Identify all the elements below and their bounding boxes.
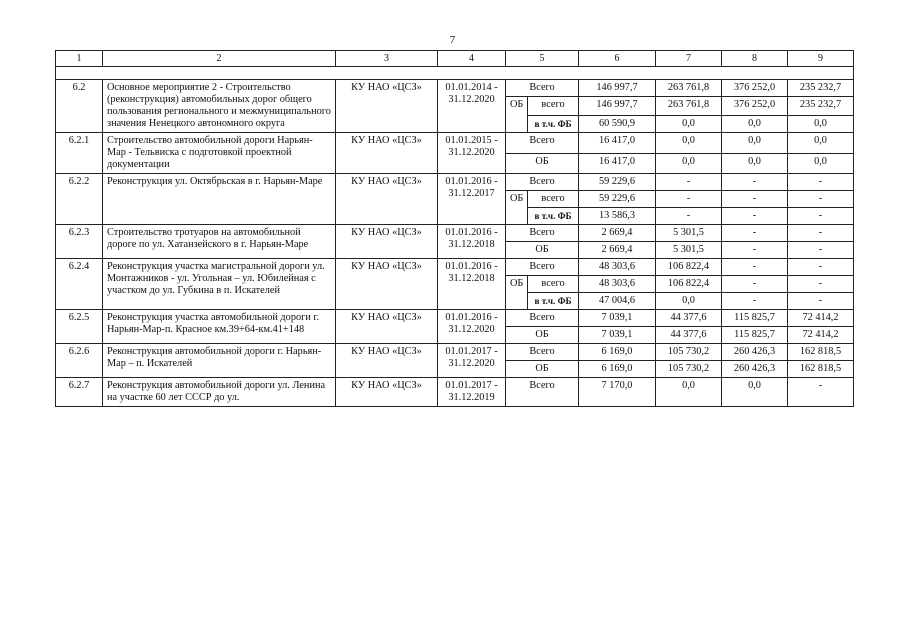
table-row — [56, 133, 854, 154]
item-period: 01.01.2016 - 31.12.2018 — [438, 225, 506, 259]
value-cell: 235 232,7 — [788, 80, 854, 97]
value-cell: 48 303,6 — [579, 259, 656, 276]
value-cell: 16 417,0 — [579, 133, 656, 154]
value-cell: - — [722, 293, 788, 310]
item-period: 01.01.2014 - 31.12.2020 — [438, 80, 506, 133]
value-cell: 105 730,2 — [656, 344, 722, 361]
value-cell: 0,0 — [722, 378, 788, 407]
value-cell: - — [788, 378, 854, 407]
source-ob: ОБ — [506, 97, 528, 133]
col-header: 7 — [656, 51, 722, 67]
value-cell: - — [788, 225, 854, 242]
value-cell: 44 377,6 — [656, 310, 722, 327]
source-total: Всего — [506, 174, 579, 191]
page-number: 7 — [449, 34, 456, 46]
item-executor: КУ НАО «ЦСЗ» — [336, 174, 438, 225]
source-vsego: всего — [528, 276, 579, 293]
spacer-row — [56, 67, 854, 80]
value-cell: 5 301,5 — [656, 242, 722, 259]
value-cell: 115 825,7 — [722, 327, 788, 344]
value-cell: 7 170,0 — [579, 378, 656, 407]
item-period: 01.01.2016 - 31.12.2018 — [438, 259, 506, 310]
value-cell: 115 825,7 — [722, 310, 788, 327]
table-row — [56, 259, 854, 276]
item-executor: КУ НАО «ЦСЗ» — [336, 80, 438, 133]
item-executor: КУ НАО «ЦСЗ» — [336, 259, 438, 310]
item-period: 01.01.2016 - 31.12.2020 — [438, 310, 506, 344]
value-cell: - — [722, 259, 788, 276]
source-total: Всего — [506, 259, 579, 276]
source-total: Всего — [506, 133, 579, 154]
value-cell: 0,0 — [656, 378, 722, 407]
value-cell: 0,0 — [788, 153, 854, 174]
value-cell: 72 414,2 — [788, 310, 854, 327]
item-period: 01.01.2017 - 31.12.2019 — [438, 378, 506, 407]
col-header: 3 — [336, 51, 438, 67]
value-cell: 0,0 — [722, 133, 788, 154]
item-number: 6.2.6 — [56, 344, 103, 378]
col-header: 2 — [103, 51, 336, 67]
item-number: 6.2.1 — [56, 133, 103, 174]
value-cell: 7 039,1 — [579, 327, 656, 344]
value-cell: 6 169,0 — [579, 344, 656, 361]
value-cell: - — [722, 242, 788, 259]
value-cell: 47 004,6 — [579, 293, 656, 310]
source-fb: в т.ч. ФБ — [528, 293, 579, 310]
col-header: 5 — [506, 51, 579, 67]
value-cell: - — [788, 191, 854, 208]
value-cell: - — [788, 174, 854, 191]
item-name: Реконструкция автомобильной дороги ул. Ленина на участке 60 лет СССР до ул. — [103, 378, 336, 407]
source-fb: в т.ч. ФБ — [528, 208, 579, 225]
value-cell: - — [788, 242, 854, 259]
item-name: Реконструкция автомобильной дороги г. Нарьян-Мар – п. Искателей — [103, 344, 336, 378]
value-cell: 72 414,2 — [788, 327, 854, 344]
value-cell: 16 417,0 — [579, 153, 656, 174]
item-name: Реконструкция участка магистральной дороги ул. Монтажников - ул. Угольная – ул. Юбилейная с участком до ул. Губкина в п. Искателей — [103, 259, 336, 310]
table-row — [56, 80, 854, 97]
value-cell: - — [788, 293, 854, 310]
value-cell: 0,0 — [722, 116, 788, 133]
value-cell: - — [722, 174, 788, 191]
value-cell: 0,0 — [656, 133, 722, 154]
value-cell: 105 730,2 — [656, 361, 722, 378]
value-cell: - — [656, 174, 722, 191]
table-row — [56, 174, 854, 191]
value-cell: 0,0 — [656, 293, 722, 310]
source-total: Всего — [506, 378, 579, 407]
col-header: 6 — [579, 51, 656, 67]
value-cell: 162 818,5 — [788, 361, 854, 378]
source-ob: ОБ — [506, 276, 528, 310]
value-cell: 7 039,1 — [579, 310, 656, 327]
col-header: 1 — [56, 51, 103, 67]
item-period: 01.01.2017 - 31.12.2020 — [438, 344, 506, 378]
value-cell: 260 426,3 — [722, 344, 788, 361]
value-cell: - — [788, 208, 854, 225]
source-ob: ОБ — [506, 327, 579, 344]
source-total: Всего — [506, 310, 579, 327]
source-vsego: всего — [528, 191, 579, 208]
value-cell: - — [788, 276, 854, 293]
table-row — [56, 310, 854, 327]
value-cell: 2 669,4 — [579, 225, 656, 242]
source-ob: ОБ — [506, 361, 579, 378]
value-cell: 59 229,6 — [579, 174, 656, 191]
value-cell: - — [722, 208, 788, 225]
value-cell: 13 586,3 — [579, 208, 656, 225]
value-cell: - — [656, 208, 722, 225]
item-period: 01.01.2015 - 31.12.2020 — [438, 133, 506, 174]
value-cell: 0,0 — [656, 116, 722, 133]
value-cell: - — [722, 276, 788, 293]
source-ob: ОБ — [506, 191, 528, 225]
value-cell: 376 252,0 — [722, 80, 788, 97]
item-executor: КУ НАО «ЦСЗ» — [336, 225, 438, 259]
item-executor: КУ НАО «ЦСЗ» — [336, 310, 438, 344]
value-cell: 106 822,4 — [656, 276, 722, 293]
item-executor: КУ НАО «ЦСЗ» — [336, 378, 438, 407]
value-cell: 0,0 — [788, 133, 854, 154]
item-number: 6.2.2 — [56, 174, 103, 225]
value-cell: 263 761,8 — [656, 97, 722, 116]
item-name: Строительство автомобильной дороги Нарьян-Мар - Тельвиска с подготовкой проектной документации — [103, 133, 336, 174]
item-name: Реконструкция ул. Октябрьская в г. Нарьян-Маре — [103, 174, 336, 225]
value-cell: 0,0 — [656, 153, 722, 174]
value-cell: 263 761,8 — [656, 80, 722, 97]
item-number: 6.2.7 — [56, 378, 103, 407]
value-cell: - — [722, 225, 788, 242]
value-cell: 146 997,7 — [579, 97, 656, 116]
source-total: Всего — [506, 344, 579, 361]
value-cell: 6 169,0 — [579, 361, 656, 378]
table-row — [56, 378, 854, 407]
value-cell: 2 669,4 — [579, 242, 656, 259]
item-number: 6.2.5 — [56, 310, 103, 344]
value-cell: 162 818,5 — [788, 344, 854, 361]
col-header: 9 — [788, 51, 854, 67]
source-fb: в т.ч. ФБ — [528, 116, 579, 133]
item-number: 6.2 — [56, 80, 103, 133]
value-cell: - — [788, 259, 854, 276]
item-name: Основное мероприятие 2 - Строительство (реконструкция) автомобильных дорог общего пользования регионального и межмуниципального значения Ненецкого автономного округа — [103, 80, 336, 133]
item-name: Реконструкция участка автомобильной дороги г. Нарьян-Мар-п. Красное км.39+64-км.41+148 — [103, 310, 336, 344]
value-cell: 235 232,7 — [788, 97, 854, 116]
item-number: 6.2.4 — [56, 259, 103, 310]
value-cell: 60 590,9 — [579, 116, 656, 133]
table-row — [56, 344, 854, 361]
value-cell: 146 997,7 — [579, 80, 656, 97]
source-ob: ОБ — [506, 153, 579, 174]
item-number: 6.2.3 — [56, 225, 103, 259]
source-total: Всего — [506, 80, 579, 97]
value-cell: 0,0 — [788, 116, 854, 133]
value-cell: 106 822,4 — [656, 259, 722, 276]
col-header: 4 — [438, 51, 506, 67]
budget-table — [55, 50, 854, 407]
value-cell: 376 252,0 — [722, 97, 788, 116]
source-total: Всего — [506, 225, 579, 242]
value-cell: 59 229,6 — [579, 191, 656, 208]
source-vsego: всего — [528, 97, 579, 116]
value-cell: 0,0 — [722, 153, 788, 174]
value-cell: 5 301,5 — [656, 225, 722, 242]
item-period: 01.01.2016 - 31.12.2017 — [438, 174, 506, 225]
value-cell: 44 377,6 — [656, 327, 722, 344]
item-executor: КУ НАО «ЦСЗ» — [336, 344, 438, 378]
value-cell: - — [722, 191, 788, 208]
item-name: Строительство тротуаров на автомобильной дороге по ул. Хатанзейского в г. Нарьян-Маре — [103, 225, 336, 259]
source-ob: ОБ — [506, 242, 579, 259]
col-header: 8 — [722, 51, 788, 67]
column-number-row — [56, 51, 854, 67]
value-cell: 260 426,3 — [722, 361, 788, 378]
item-executor: КУ НАО «ЦСЗ» — [336, 133, 438, 174]
value-cell: 48 303,6 — [579, 276, 656, 293]
value-cell: - — [656, 191, 722, 208]
table-row — [56, 225, 854, 242]
